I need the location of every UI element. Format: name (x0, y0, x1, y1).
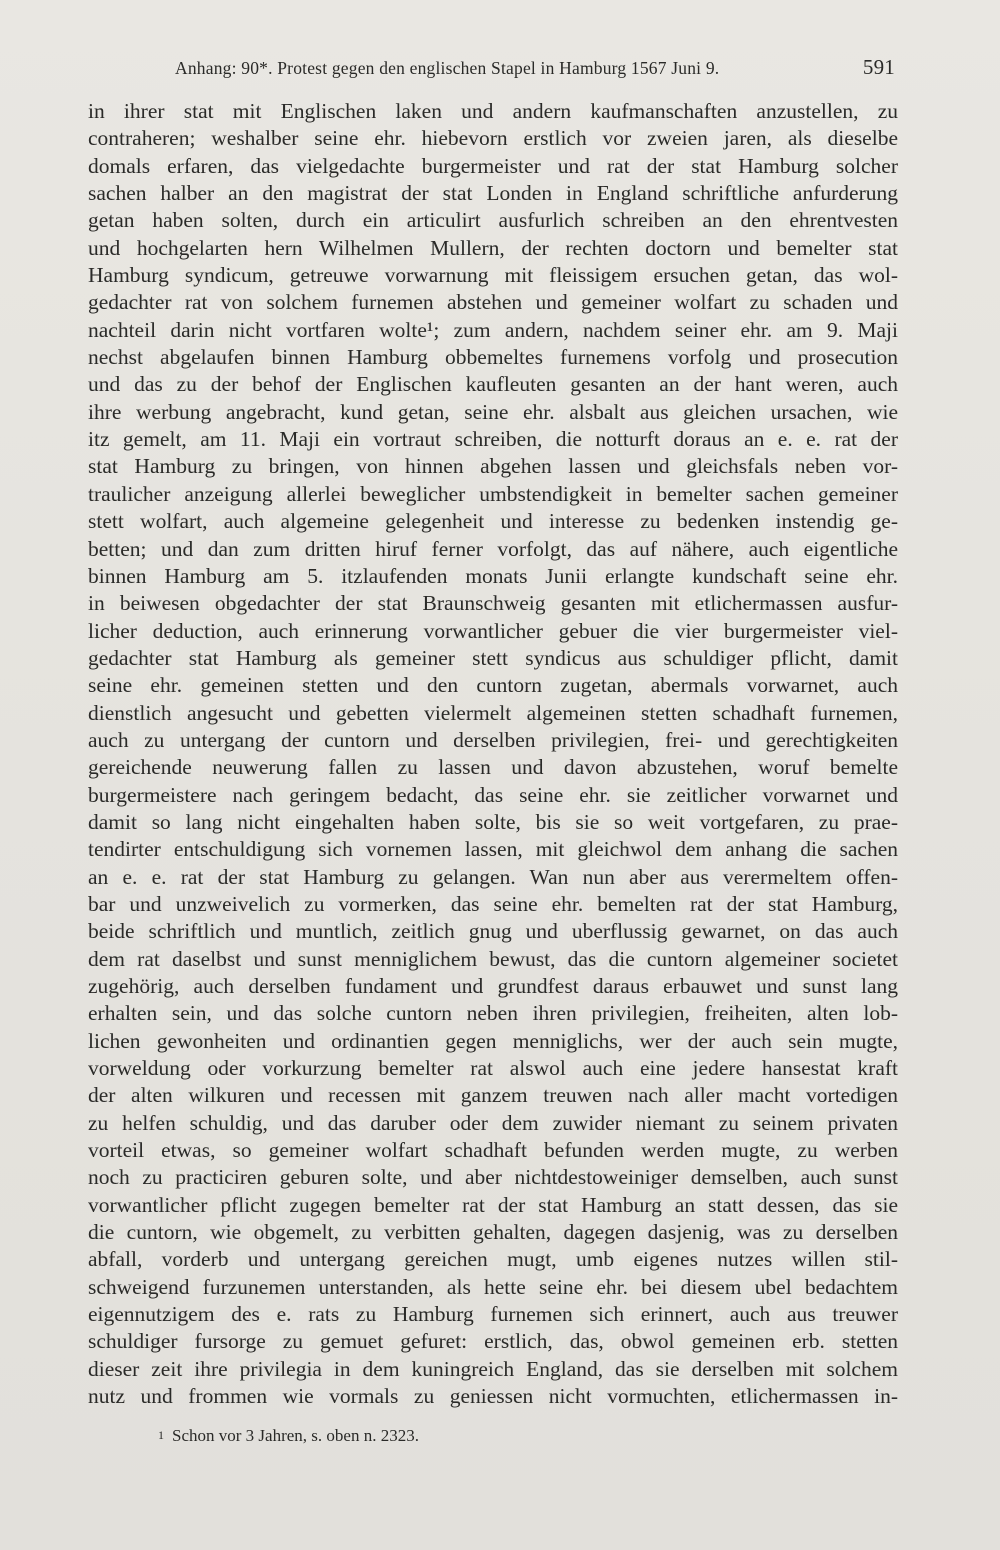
body-line: auch zu untergang der cuntorn und derselben privilegien, frei- und gerechtigkeiten (88, 727, 898, 752)
body-line: abfall, vorderb und untergang gereichen mugt, umb eigenes nutzes willen stil- (88, 1247, 898, 1272)
body-line: vorteil etwas, so gemeiner wolfart schadhaft befunden werden mugte, zu werben (88, 1138, 898, 1163)
body-line: gedachter rat von solchem furnemen abstehen und gemeiner wolfart zu schaden und (88, 290, 898, 315)
body-line: Hamburg syndicum, getreuwe vorwarnung mit fleissigem ersuchen getan, das wol- (88, 263, 898, 288)
body-line: schuldiger fursorge zu gemuet gefuret: erstlich, das, obwol gemeinen erb. stetten (88, 1329, 898, 1354)
body-line: getan haben solten, durch ein articulirt ausfurlich schreiben an den ehrentvesten (88, 208, 898, 233)
body-line: gedachter stat Hamburg als gemeiner stett syndicus aus schuldiger pflicht, damit (88, 645, 898, 670)
body-line: traulicher anzeigung allerlei beweglicher umbstendigkeit in bemelter sachen gemeiner (88, 481, 898, 506)
body-line: nutz und frommen wie vormals zu geniessen nicht vormuchten, etlichermassen in- (88, 1384, 898, 1409)
body-line: nechst abgelaufen binnen Hamburg obbemeltes furnemens vorfolg und prosecution (88, 345, 898, 370)
body-line: vorweldung oder vorkurzung bemelter rat alswol auch eine jedere hansestat kraft (88, 1056, 898, 1081)
body-line: zugehörig, auch derselben fundament und grundfest daraus erbauwet und sunst lang (88, 974, 898, 998)
body-line: seine ehr. gemeinen stetten und den cuntorn zugetan, abermals vorwarnet, auch (88, 673, 898, 698)
body-text (88, 98, 898, 1411)
body-line: ihre werbung angebracht, kund getan, seine ehr. alsbalt aus gleichen ursachen, wie (88, 399, 898, 424)
body-line: nachteil darin nicht vortfaren wolte¹; zum andern, nachdem seiner ehr. am 9. Maji (88, 317, 898, 342)
body-line: die cuntorn, wie obgemelt, zu verbitten gehalten, dagegen dasjenig, was zu derselben (88, 1220, 898, 1245)
body-line: domals erfaren, das vielgedachte burgermeister und rat der stat Hamburg solcher (88, 153, 898, 178)
running-title: Anhang: 90*. Protest gegen den englischen Stapel in Hamburg 1567 Juni 9. (175, 58, 720, 78)
running-header (175, 55, 895, 86)
body-line: und hochgelarten hern Wilhelmen Mullern, der rechten doctorn und bemelter stat (88, 235, 898, 260)
body-line: betten; und dan zum dritten hiruf ferner vorfolgt, das auf nähere, auch eigentliche (88, 536, 898, 561)
body-line: noch zu practiciren geburen solte, und aber nichtdestoweiniger demselben, auch sunst (88, 1165, 898, 1190)
page-number: 591 (862, 55, 895, 79)
body-line: dem rat daselbst und sunst menniglichem bewust, das die cuntorn algemeiner societet (88, 946, 898, 971)
body-line: vorwantlicher pflicht zugegen bemelter rat der stat Hamburg an statt dessen, das sie (88, 1192, 898, 1217)
body-line: sachen halber an den magistrat der stat Londen in England schriftliche anfurderung (88, 181, 898, 206)
body-line: in ihrer stat mit Englischen laken und andern kaufmanschaften anzustellen, zu (88, 99, 898, 123)
body-line: bar und unzweivelich zu vormerken, das seine ehr. bemelten rat der stat Hamburg, (88, 891, 898, 916)
body-line: eigennutzigem des e. rats zu Hamburg furnemen sich erinnert, auch aus treuwer (88, 1302, 898, 1327)
body-line: burgermeistere nach geringem bedacht, das seine ehr. sie zeitlicher vorwarnet und (88, 782, 898, 807)
body-line: und das zu der behof der Englischen kaufleuten gesanten an der hant weren, auch (88, 372, 898, 397)
body-line: gereichende neuwerung fallen zu lassen und davon abzustehen, woruf bemelte (88, 755, 898, 780)
footnote (158, 1426, 658, 1446)
body-line: erhalten sein, und das solche cuntorn neben ihren privilegien, freiheiten, alten lob- (88, 1001, 898, 1026)
body-line: lichen gewonheiten und ordinantien gegen menniglichs, wer der auch sein mugte, (88, 1028, 898, 1053)
body-line: zu helfen schuldig, und das daruber oder dem zuwider niemant zu seinem privaten (88, 1110, 898, 1135)
body-line: stat Hamburg zu bringen, von hinnen abgehen lassen und gleichsfals neben vor- (88, 454, 898, 479)
body-line: stett wolfart, auch algemeine gelegenheit und interesse zu bedenken instendig ge- (88, 509, 898, 534)
body-line: beide schriftlich und muntlich, zeitlich gnug und uberflussig gewarnet, on das auch (88, 919, 898, 944)
body-line: contraheren; weshalber seine ehr. hiebevorn erstlich vor zweien jaren, als dieselbe (88, 126, 898, 151)
body-line: dienstlich angesucht und gebetten vielermelt algemeinen stetten schadhaft furnemen, (88, 700, 898, 725)
body-line: tendirter entschuldigung sich vornemen lassen, mit gleichwol dem anhang die sachen (88, 837, 898, 862)
body-line: binnen Hamburg am 5. itzlaufenden monats Junii erlangte kundschaft seine ehr. (88, 563, 898, 588)
body-line: in beiwesen obgedachter der stat Braunschweig gesanten mit etlichermassen ausfur- (88, 591, 898, 616)
body-line: schweigend furzunemen unterstanden, als hette seine ehr. bei diesem ubel bedachtem (88, 1274, 898, 1299)
body-line: damit so lang nicht eingehalten haben solte, bis sie so weit vortgefaren, zu prae- (88, 809, 898, 834)
body-line: der alten wilkuren und recessen mit ganzem treuwen nach aller macht vortedigen (88, 1083, 898, 1108)
footnote-mark: 1 (158, 1428, 164, 1442)
footnote-text: Schon vor 3 Jahren, s. oben n. 2323. (172, 1426, 419, 1445)
body-line: dieser zeit ihre privilegia in dem kuningreich England, das sie derselben mit solchem (88, 1356, 898, 1381)
body-line: an e. e. rat der stat Hamburg zu gelangen. Wan nun aber aus verermeltem offen- (88, 864, 898, 889)
body-line: itz gemelt, am 11. Maji ein vortraut schreiben, die notturft doraus an e. e. rat der (88, 427, 898, 452)
body-line: licher deduction, auch erinnerung vorwantlicher gebuer die vier burgermeister viel- (88, 618, 898, 643)
